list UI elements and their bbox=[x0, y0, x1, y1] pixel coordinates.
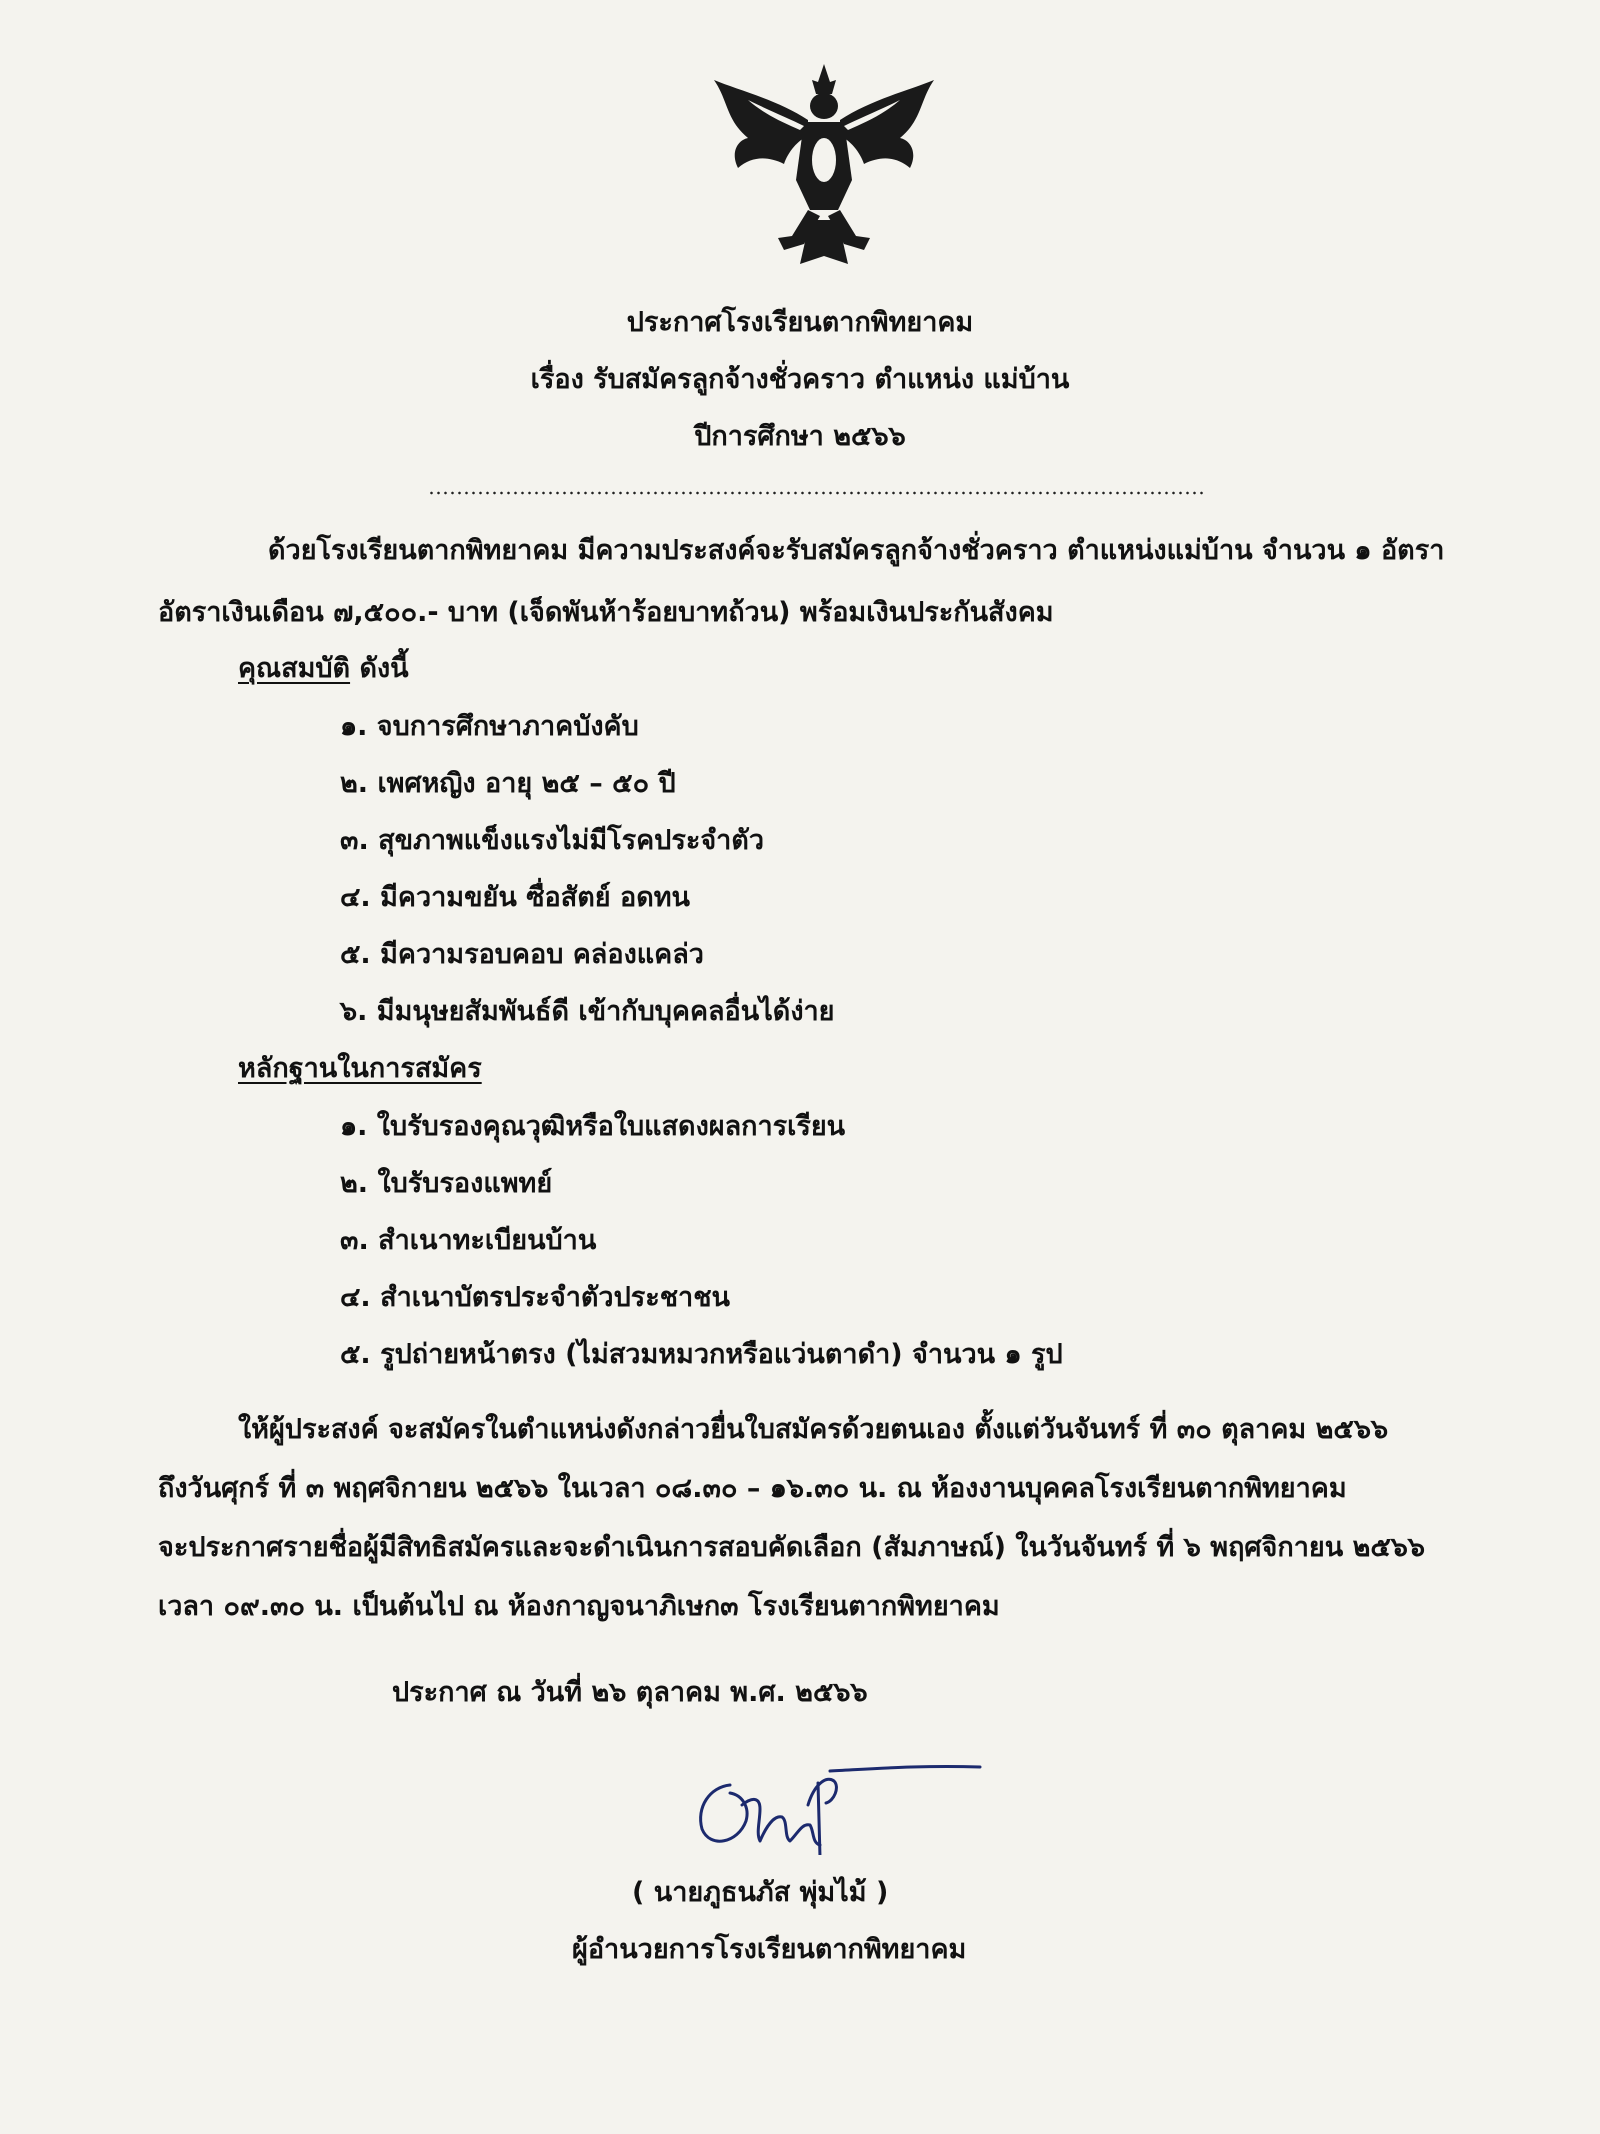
document-item: ๕. รูปถ่ายหน้าตรง (ไม่สวมหมวกหรือแว่นตาดำ) จำนวน ๑ รูป bbox=[340, 1339, 1063, 1370]
qualifications-heading bbox=[238, 646, 409, 689]
academic-year: ปีการศึกษา ๒๕๖๖ bbox=[694, 421, 906, 452]
document-item: ๒. ใบรับรองแพทย์ bbox=[340, 1168, 553, 1199]
documents-heading: หลักฐานในการสมัคร bbox=[238, 1053, 482, 1084]
document-item: ๓. สำเนาทะเบียนบ้าน bbox=[340, 1225, 597, 1256]
signer-name: ( นายภูธนภัส พุ่มไม้ ) bbox=[632, 1877, 889, 1908]
intro-line-1: ด้วยโรงเรียนตากพิทยาคม มีความประสงค์จะรับสมัครลูกจ้างชั่วคราว ตำแหน่งแม่บ้าน จำนวน ๑ อัตรา bbox=[268, 535, 1445, 566]
announcement-title: ประกาศโรงเรียนตากพิทยาคม bbox=[626, 307, 974, 338]
announcement-date: ประกาศ ณ วันที่ ๒๖ ตุลาคม พ.ศ. ๒๕๖๖ bbox=[392, 1677, 868, 1708]
intro-line-2: อัตราเงินเดือน ๗,๕๐๐.- บาท (เจ็ดพันห้าร้อยบาทถ้วน) พร้อมเงินประกันสังคม bbox=[158, 597, 1054, 628]
application-line-3: จะประกาศรายชื่อผู้มีสิทธิสมัครและจะดำเนินการสอบคัดเลือก (สัมภาษณ์) ในวันจันทร์ ที่ ๖ พฤศจิกายน ๒๕๖๖ bbox=[158, 1532, 1426, 1563]
document-item: ๔. สำเนาบัตรประจำตัวประชาชน bbox=[340, 1282, 730, 1313]
application-line-4: เวลา ๐๙.๓๐ น. เป็นต้นไป ณ ห้องกาญจนาภิเษก๓ โรงเรียนตากพิทยาคม bbox=[158, 1591, 1000, 1622]
qualifications-heading-label: คุณสมบัติ bbox=[238, 653, 351, 684]
garuda-emblem-icon bbox=[708, 60, 940, 270]
qualification-item: ๑. จบการศึกษาภาคบังคับ bbox=[340, 711, 639, 742]
qualification-item: ๔. มีความขยัน ซื่อสัตย์ อดทน bbox=[340, 882, 690, 913]
application-line-1: ให้ผู้ประสงค์ จะสมัครในตำแหน่งดังกล่าวยื่นใบสมัครด้วยตนเอง ตั้งแต่วันจันทร์ ที่ ๓๐ ตุลาคม ๒๕๖๖ bbox=[238, 1414, 1389, 1445]
qualifications-heading-suffix: ดังนี้ bbox=[350, 653, 409, 684]
signer-position: ผู้อำนวยการโรงเรียนตากพิทยาคม bbox=[572, 1934, 967, 1965]
document-item: ๑. ใบรับรองคุณวุฒิหรือใบแสดงผลการเรียน bbox=[340, 1111, 846, 1142]
announcement-subject: เรื่อง รับสมัครลูกจ้างชั่วคราว ตำแหน่ง แม่บ้าน bbox=[530, 364, 1070, 395]
signature bbox=[690, 1745, 990, 1855]
qualification-item: ๒. เพศหญิง อายุ ๒๕ – ๕๐ ปี bbox=[340, 768, 676, 799]
dotted-divider bbox=[428, 491, 1204, 495]
qualification-item: ๖. มีมนุษยสัมพันธ์ดี เข้ากับบุคคลอื่นได้ง่าย bbox=[340, 996, 835, 1027]
qualification-item: ๕. มีความรอบคอบ คล่องแคล่ว bbox=[340, 939, 704, 970]
application-line-2: ถึงวันศุกร์ ที่ ๓ พฤศจิกายน ๒๕๖๖ ในเวลา ๐๘.๓๐ – ๑๖.๓๐ น. ณ ห้องงานบุคคลโรงเรียนตากพิทยาคม bbox=[158, 1473, 1347, 1504]
qualification-item: ๓. สุขภาพแข็งแรงไม่มีโรคประจำตัว bbox=[340, 825, 764, 856]
